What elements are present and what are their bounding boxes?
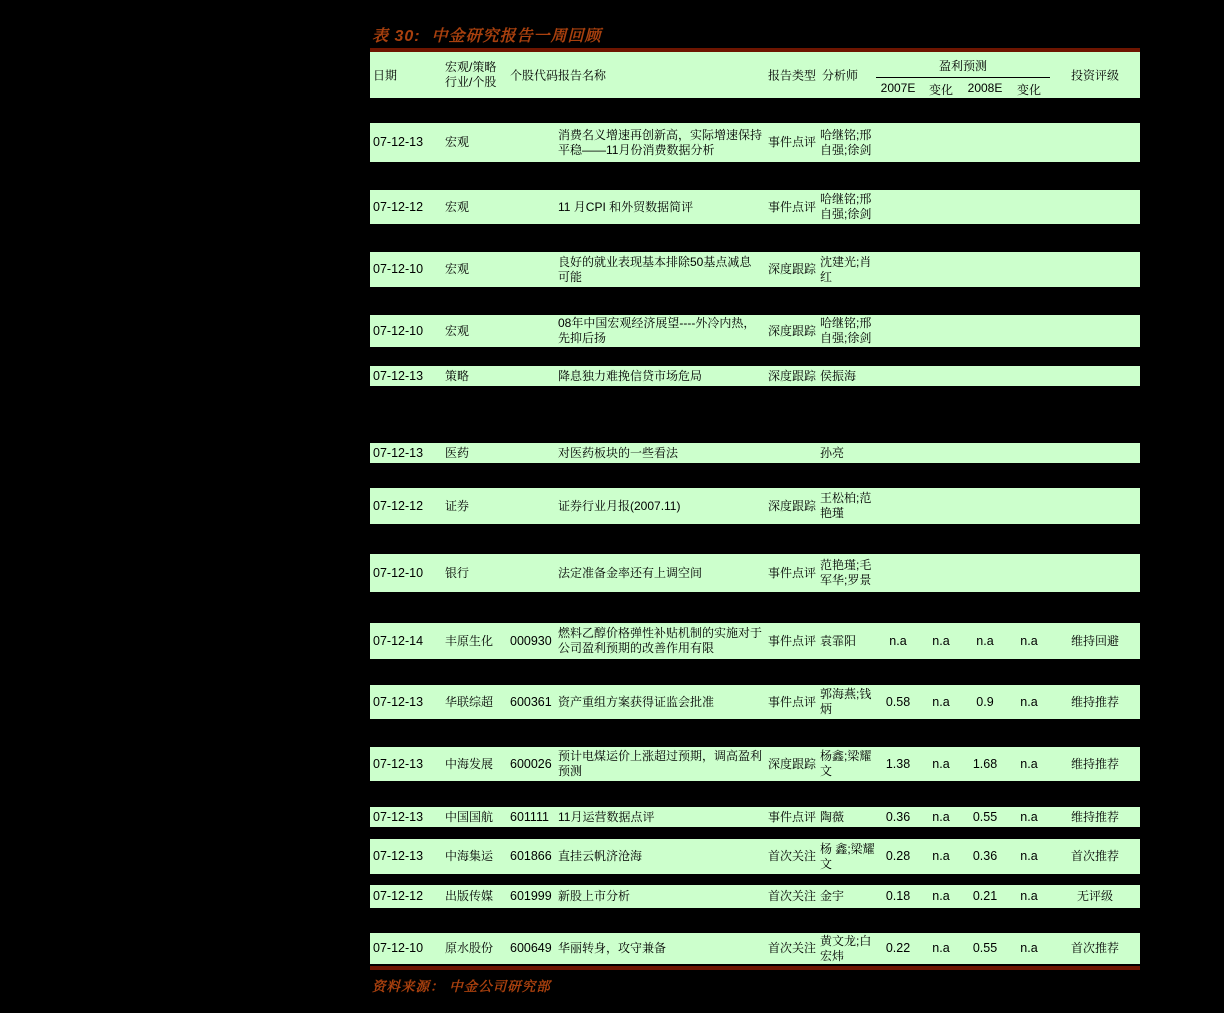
cell-e2008: 0.55: [972, 809, 998, 824]
header-report-name: 报告名称: [558, 68, 607, 83]
cell-industry: 丰原生化: [445, 633, 494, 648]
cell-analyst: 哈继铭;邢自强;徐剑: [820, 127, 872, 157]
cell-rating: 维持推荐: [1070, 756, 1119, 771]
cell-e2007: 1.38: [885, 756, 911, 771]
cell-code: 601866: [510, 849, 552, 863]
cell-date: 07-12-13: [373, 694, 424, 709]
cell-industry: 宏观: [445, 323, 470, 338]
cell-type: 首次关注: [768, 941, 817, 955]
cell-analyst: 哈继铭;邢自强;徐剑: [820, 316, 872, 345]
header-2008e: 2008E: [967, 81, 1003, 95]
cell-rating: 维持推荐: [1070, 694, 1119, 709]
table-row: [370, 933, 1140, 964]
cell-chg1: n.a: [932, 756, 950, 771]
cell-industry: 策略: [445, 368, 470, 383]
header-date: 日期: [373, 68, 398, 83]
table-row: [370, 885, 1140, 908]
cell-name: 11月运营数据点评: [558, 809, 655, 824]
cell-rating: 首次推荐: [1070, 941, 1119, 955]
table-row: [370, 315, 1140, 347]
cell-code: 601999: [510, 889, 552, 903]
cell-analyst: 陶薇: [820, 809, 845, 824]
cell-analyst: 孙亮: [820, 445, 845, 460]
cell-date: 07-12-13: [373, 809, 424, 824]
cell-date: 07-12-10: [373, 262, 424, 276]
cell-code: 600649: [510, 941, 552, 955]
cell-chg1: n.a: [932, 809, 950, 824]
cell-code: 600026: [510, 756, 552, 771]
cell-chg2: n.a: [1020, 809, 1038, 824]
header-forecast-label: 盈利预测: [876, 57, 1050, 78]
cell-type: 深度跟踪: [768, 262, 817, 276]
cell-name: 直挂云帆济沧海: [558, 849, 643, 863]
cell-e2008: n.a: [976, 633, 994, 648]
source-note: 资料来源： 中金公司研究部: [372, 979, 551, 994]
header-change-2: 变化: [1016, 83, 1041, 97]
cell-industry: 中海发展: [445, 756, 494, 771]
cell-date: 07-12-10: [373, 323, 424, 338]
cell-analyst: 哈继铭;邢自强;徐剑: [820, 192, 872, 221]
cell-type: 首次关注: [768, 849, 817, 863]
cell-name: 11 月CPI 和外贸数据简评: [558, 199, 694, 214]
cell-name: 资产重组方案获得证监会批准: [558, 694, 715, 709]
cell-industry: 银行: [445, 565, 470, 580]
cell-e2007: n.a: [889, 633, 907, 648]
header-code: 个股代码: [510, 68, 559, 83]
cell-e2008: 1.68: [972, 756, 998, 771]
cell-e2008: 0.55: [972, 941, 998, 955]
cell-analyst: 侯振海: [820, 368, 857, 383]
cell-code: 601111: [510, 809, 549, 824]
table-header: [370, 52, 1140, 98]
cell-name: 华丽转身，攻守兼备: [558, 941, 667, 955]
cell-industry: 宏观: [445, 262, 470, 276]
cell-date: 07-12-10: [373, 941, 424, 955]
cell-date: 07-12-10: [373, 565, 424, 580]
header-forecast-group: [876, 57, 1050, 98]
header-2007e: 2007E: [880, 81, 916, 95]
cell-name: 燃料乙醇价格弹性补贴机制的实施对于公司盈利预期的改善作用有限: [558, 626, 763, 655]
cell-type: 事件点评: [768, 135, 817, 149]
cell-name: 08年中国宏观经济展望----外冷内热，先抑后扬: [558, 316, 756, 345]
page-title: 表 30: 中金研究报告一周回顾: [372, 28, 602, 45]
cell-e2008: 0.21: [972, 889, 998, 903]
cell-chg2: n.a: [1020, 849, 1038, 863]
cell-industry: 医药: [445, 445, 470, 460]
cell-type: 事件点评: [768, 694, 817, 709]
footer-rule: [370, 966, 1140, 970]
cell-analyst: 金宇: [820, 889, 845, 903]
table-row: [370, 747, 1140, 781]
cell-chg2: n.a: [1020, 756, 1038, 771]
cell-industry: 出版传媒: [445, 889, 494, 903]
cell-analyst: 王松柏;范艳瑾: [820, 491, 872, 520]
cell-rating: 维持推荐: [1070, 809, 1119, 824]
cell-date: 07-12-12: [373, 199, 424, 214]
header-industry-line1: 宏观/策略: [445, 60, 497, 74]
cell-type: 事件点评: [768, 809, 817, 824]
cell-type: 首次关注: [768, 889, 817, 903]
cell-type: 深度跟踪: [768, 756, 817, 771]
cell-chg1: n.a: [932, 941, 950, 955]
cell-type: 事件点评: [768, 565, 817, 580]
cell-industry: 宏观: [445, 199, 470, 214]
table-row: [370, 190, 1140, 224]
cell-industry: 华联综超: [445, 694, 494, 709]
cell-date: 07-12-13: [373, 849, 424, 863]
cell-rating: 首次推荐: [1070, 849, 1119, 863]
header-change-1: 变化: [928, 83, 953, 97]
cell-analyst: 杨 鑫;梁耀文: [820, 841, 875, 871]
cell-name: 法定准备金率还有上调空间: [558, 565, 703, 580]
cell-rating: 维持回避: [1070, 633, 1119, 648]
table-row: [370, 488, 1140, 524]
cell-chg1: n.a: [932, 849, 950, 863]
cell-name: 预计电煤运价上涨超过预期，调高盈利预测: [558, 749, 763, 778]
cell-date: 07-12-12: [373, 889, 424, 903]
table-row: [370, 443, 1140, 463]
cell-rating: 无评级: [1076, 889, 1113, 903]
table-row: [370, 807, 1140, 827]
cell-date: 07-12-13: [373, 445, 424, 460]
cell-chg2: n.a: [1020, 633, 1038, 648]
cell-name: 证券行业月报(2007.11): [558, 498, 681, 513]
cell-chg1: n.a: [932, 633, 950, 648]
cell-name: 对医药板块的一些看法: [558, 445, 679, 460]
table-row: [370, 623, 1140, 659]
cell-type: 事件点评: [768, 199, 817, 214]
cell-code: 600361: [510, 694, 552, 709]
cell-e2007: 0.58: [885, 694, 911, 709]
table-row: [370, 554, 1140, 592]
header-rating: 投资评级: [1070, 68, 1119, 83]
cell-chg1: n.a: [932, 694, 950, 709]
cell-e2007: 0.18: [885, 889, 911, 903]
cell-analyst: 杨鑫;梁耀文: [820, 749, 872, 778]
cell-date: 07-12-14: [373, 633, 424, 648]
cell-name: 新股上市分析: [558, 889, 631, 903]
cell-e2008: 0.36: [972, 849, 998, 863]
cell-date: 07-12-13: [373, 756, 424, 771]
cell-industry: 宏观: [445, 135, 470, 149]
cell-industry: 中海集运: [445, 849, 494, 863]
cell-analyst: 黄文龙;白宏炜: [820, 933, 872, 963]
cell-chg2: n.a: [1020, 941, 1038, 955]
cell-chg1: n.a: [932, 889, 950, 903]
header-industry-line2: 行业/个股: [445, 75, 497, 89]
cell-industry: 证券: [445, 498, 470, 513]
header-forecast-subrow: [876, 81, 1050, 98]
cell-chg2: n.a: [1020, 889, 1038, 903]
cell-analyst: 袁霏阳: [820, 633, 857, 648]
table-row: [370, 123, 1140, 162]
cell-type: 事件点评: [768, 633, 817, 648]
cell-type: 深度跟踪: [768, 368, 817, 383]
table-row: [370, 252, 1140, 287]
cell-e2007: 0.36: [885, 809, 911, 824]
cell-analyst: 沈建光;肖红: [820, 254, 872, 284]
table-row: [370, 366, 1140, 386]
cell-analyst: 范艳瑾;毛军华;罗景: [820, 558, 872, 587]
cell-date: 07-12-13: [373, 368, 424, 383]
cell-analyst: 郭海燕;钱炳: [820, 687, 872, 716]
cell-name: 降息独力难挽信贷市场危局: [558, 368, 703, 383]
cell-date: 07-12-12: [373, 498, 424, 513]
cell-industry: 中国国航: [445, 809, 494, 824]
header-analyst: 分析师: [822, 68, 859, 83]
cell-date: 07-12-13: [373, 135, 424, 149]
cell-chg2: n.a: [1020, 694, 1038, 709]
table-row: [370, 839, 1140, 874]
cell-name: 消费名义增速再创新高，实际增速保持平稳——11月份消费数据分析: [558, 127, 763, 157]
cell-type: 深度跟踪: [768, 498, 817, 513]
cell-industry: 原水股份: [445, 941, 494, 955]
header-report-type: 报告类型: [768, 68, 817, 83]
cell-type: 深度跟踪: [768, 323, 817, 338]
cell-e2007: 0.22: [885, 941, 911, 955]
header-industry: [445, 60, 496, 90]
cell-name: 良好的就业表现基本排除50基点减息可能: [558, 254, 752, 284]
cell-e2007: 0.28: [885, 849, 911, 863]
table-row: [370, 685, 1140, 719]
cell-e2008: 0.9: [976, 694, 994, 709]
cell-code: 000930: [510, 633, 552, 648]
